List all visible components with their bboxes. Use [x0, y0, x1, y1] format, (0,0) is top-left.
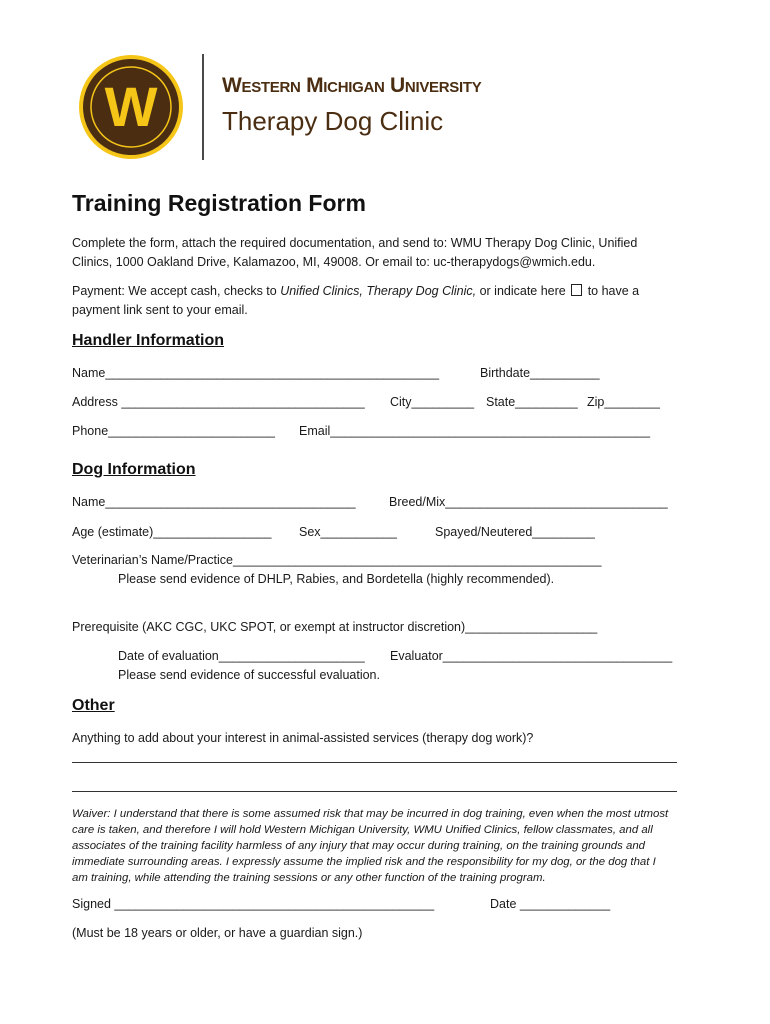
payment-prefix: Payment: We accept cash, checks to [72, 284, 281, 298]
intro-line: Clinics, 1000 Oakland Drive, Kalamazoo, MI, 49008. Or email to: uc-therapydogs@wmich.edu. [72, 255, 596, 269]
dog-prereq-field[interactable]: Prerequisite (AKC CGC, UKC SPOT, or exempt at instructor discretion)___________________ [72, 620, 598, 634]
logo-divider [202, 54, 204, 160]
handler-zip-field[interactable]: Zip________ [587, 395, 660, 409]
handler-heading: Handler Information [72, 332, 225, 349]
handler-name-field[interactable]: Name________________________________________________ [72, 366, 440, 380]
waiver-line: associates of the training facility harmless of any injury that may occur during training, on the training grounds and [72, 840, 646, 852]
dog-breed-field[interactable]: Breed/Mix________________________________ [389, 495, 668, 509]
handler-city-field[interactable]: City_________ [390, 395, 475, 409]
dog-spayed-field[interactable]: Spayed/Neutered_________ [435, 525, 595, 539]
payment-after-box: to have a [584, 284, 640, 298]
signature-field[interactable]: Signed ______________________________________________ [72, 897, 435, 911]
dog-age-field[interactable]: Age (estimate)_________________ [72, 525, 272, 539]
waiver-line: care is taken, and therefore I will hold Western Michigan University, WMU Unified Clinics, fellow classmates, and all [72, 824, 653, 836]
handler-address-field[interactable]: Address ___________________________________ [72, 395, 365, 409]
intro-line: Complete the form, attach the required documentation, and send to: WMU Therapy Dog Clinic, Unified [72, 236, 638, 250]
interest-answer-line[interactable] [72, 762, 677, 763]
handler-birthdate-field[interactable]: Birthdate__________ [480, 366, 600, 380]
handler-email-field[interactable]: Email______________________________________________ [299, 424, 651, 438]
clinic-name: Therapy Dog Clinic [222, 106, 444, 136]
payment-text [72, 282, 639, 320]
university-name: Western Michigan University [222, 74, 482, 97]
payment-link-checkbox[interactable] [571, 284, 582, 296]
payment-line2: payment link sent to your email. [72, 303, 248, 317]
interest-answer-line[interactable] [72, 791, 677, 792]
waiver-line: immediate surrounding areas. I expressly assume the implied risk and the responsibility for my dog, or the dog that I [72, 856, 656, 868]
other-heading: Other [72, 697, 115, 714]
signature-date-field[interactable]: Date _____________ [490, 897, 611, 911]
dog-vet-field[interactable]: Veterinarian’s Name/Practice_____________________________________________________ [72, 553, 602, 567]
form-title: Training Registration Form [72, 190, 366, 216]
dog-heading: Dog Information [72, 461, 196, 478]
waiver-text [72, 806, 712, 886]
interest-question: Anything to add about your interest in animal-assisted services (therapy dog work)? [72, 731, 534, 745]
guardian-note: (Must be 18 years or older, or have a guardian sign.) [72, 926, 363, 940]
logo-letter: W [104, 75, 158, 138]
handler-state-field[interactable]: State_________ [486, 395, 578, 409]
eval-note: Please send evidence of successful evaluation. [118, 668, 380, 682]
intro-text [72, 234, 637, 272]
eval-date-field[interactable]: Date of evaluation_____________________ [118, 649, 365, 663]
handler-phone-field[interactable]: Phone________________________ [72, 424, 275, 438]
waiver-line: am training, while attending the training sessions or any other function of the training program. [72, 872, 546, 884]
dog-sex-field[interactable]: Sex___________ [299, 525, 398, 539]
wmu-seal-logo [78, 54, 184, 160]
dog-vet-note: Please send evidence of DHLP, Rabies, and Bordetella (highly recommended). [118, 572, 555, 586]
evaluator-field[interactable]: Evaluator_________________________________ [390, 649, 673, 663]
payment-middle: or indicate here [476, 284, 570, 298]
waiver-line: Waiver: I understand that there is some assumed risk that may be incurred in dog training, even when the most utmost [72, 808, 669, 820]
dog-name-field[interactable]: Name____________________________________ [72, 495, 356, 509]
payment-payee: Unified Clinics, Therapy Dog Clinic, [280, 284, 477, 298]
